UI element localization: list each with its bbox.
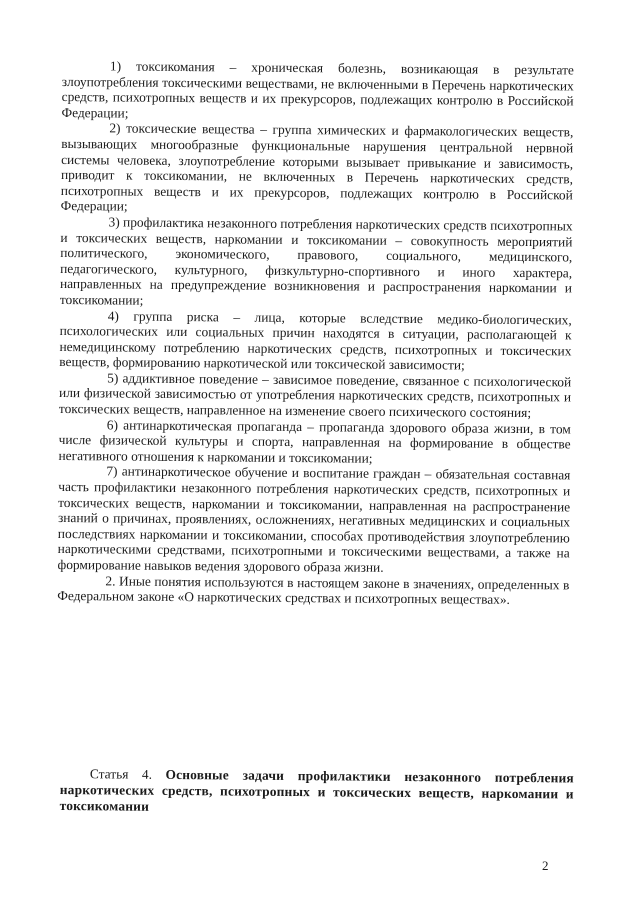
page-number: 2 — [542, 858, 549, 873]
paragraph-toxic-substances-definition: 2) токсические вещества – группа химических и фармакологических веществ, вызывающих многообразные функциональные нарушения центральной нервной системы человека, злоупотребление которыми вызывает привыкание и зависимость, приводит к токсикомании, не включенных в Перечень наркотических средств, психотропных веществ и их прекурсоров, подлежащих контролю в Российской Федерации; — [60, 120, 574, 214]
paragraph-anti-drug-education-definition: 7) антинаркотическое обучение и воспитание граждан – обязательная составная часть профилактики незаконного потребления наркотических средств, психотропных и токсических веществ, наркомании и токсикомании, направленная на распространение знаний о причинах, проявлениях, осложнениях, негативных медицинских и социальных последствиях наркомании и токсикомании, способах противодействия злоупотреблению наркотическими средствами, психотропными и токсическими веществами, а также на формирование навыков ведения здорового образа жизни. — [57, 463, 571, 575]
body-text — [57, 58, 574, 608]
article-heading — [60, 766, 574, 818]
paragraph-addictive-behavior-definition: 5) аддиктивное поведение – зависимое поведение, связанное с психологической или физической зависимостью от употребления наркотических средств, психотропных и токсических веществ, направленное на изменение своего психического состояния; — [58, 370, 572, 421]
paragraph-anti-drug-propaganda-definition: 6) антинаркотическая пропаганда – пропаганда здорового образа жизни, в том числе физической культуры и спорта, направленная на формирование в обществе негативного отношения к наркомании и токсикомании; — [58, 417, 571, 466]
article-number: Статья 4. — [89, 766, 153, 782]
article-title: Основные задачи профилактики незаконного потребления наркотических средств, психотропных и токсических веществ, наркомании и токсикомании — [59, 766, 574, 814]
paragraph-other-terms: 2. Иные понятия используются в настоящем законе в значениях, определенных в Федеральном законе «О наркотических средствах и психотропных веществах». — [57, 572, 570, 608]
paragraph-prevention-definition: 3) профилактика незаконного потребления наркотических средств психотропных и токсических веществ, наркомании и токсикомании – совокупность мероприятий политического, экономического, правового, социального, медицинского, педагогического, культурного, физкультурно-спортивного и иного характера, направленных на предупреждение возникновения и распространения наркомании и токсикомании; — [59, 214, 573, 308]
paragraph-toxicomania-definition: 1) токсикомания – хроническая болезнь, возникающая в результате злоупотребления токсическими веществами, не включенными в Перечень наркотических средств, психотропных веществ и их прекурсоров, подлежащих контролю в Российской Федерации; — [61, 58, 574, 121]
paragraph-risk-group-definition: 4) группа риска – лица, которые вследствие медико-биологических, психологических или социальных причин находятся в ситуации, располагающей к немедицинскому потреблению наркотических средств, психотропных и токсических веществ, формированию наркотической или токсической зависимости; — [59, 307, 572, 373]
